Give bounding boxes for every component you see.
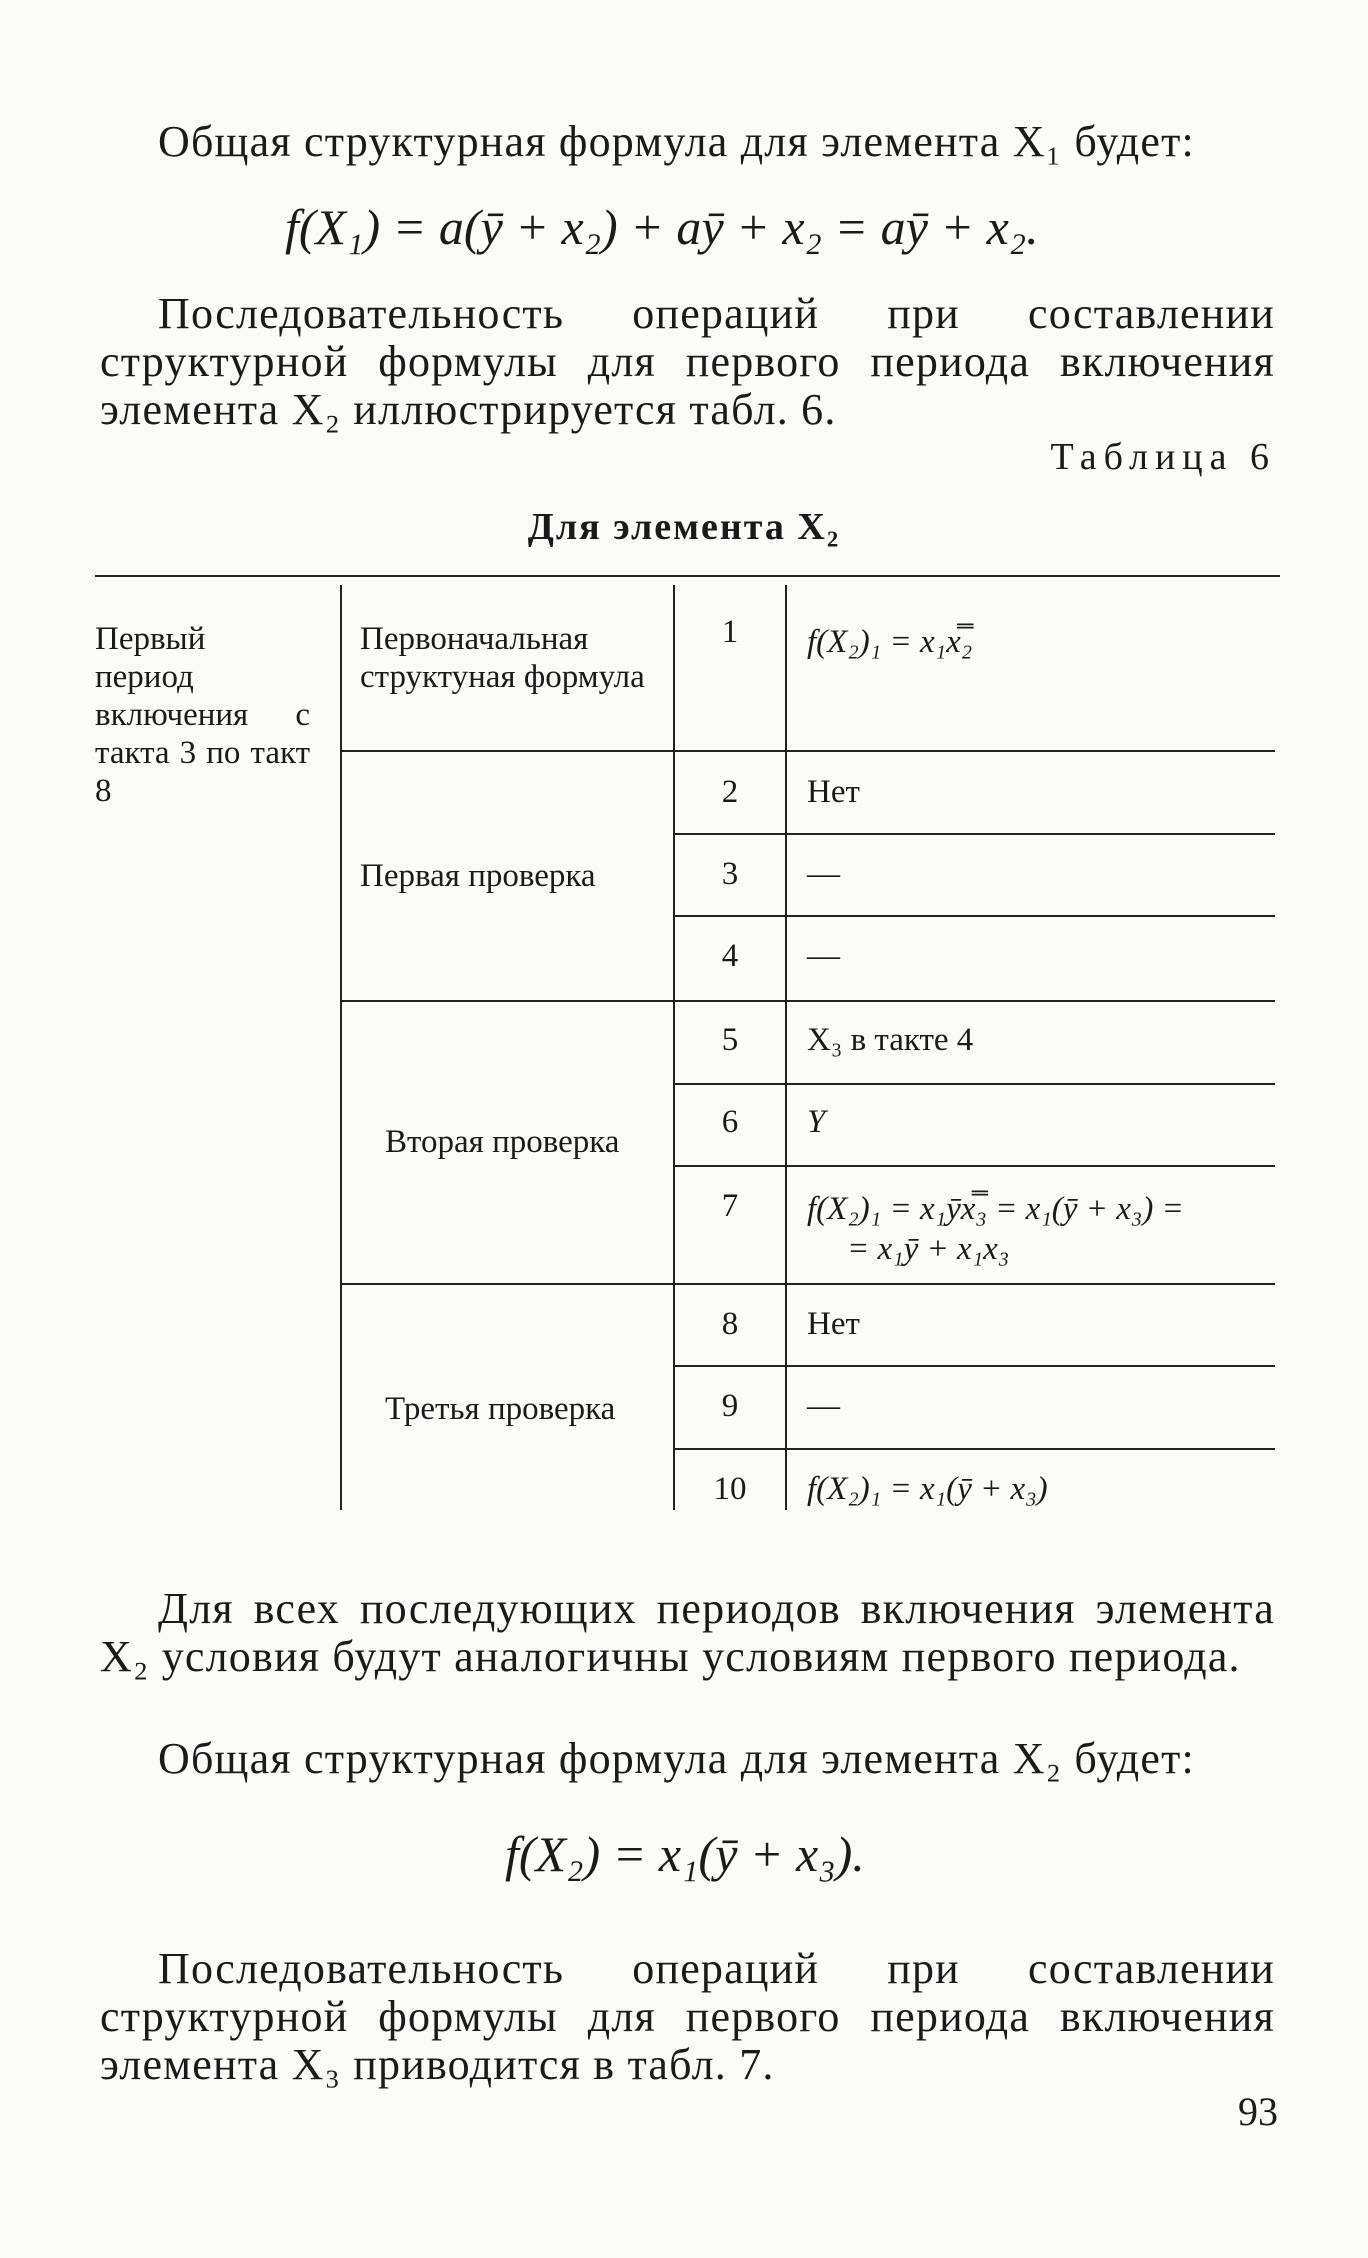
stage-first-check: Первая проверка	[360, 858, 596, 894]
period-cell: Первый период включения с такта 3 по такт 8	[95, 621, 310, 809]
stage-third-check: Третья проверка	[385, 1391, 616, 1427]
row-number: 6	[721, 1104, 739, 1140]
row-result: f(X₂)₁ = x₁x̿₂	[807, 624, 973, 660]
row-number: 4	[721, 938, 739, 974]
row-result-continued: = x₁ȳ + x₁x₃	[847, 1231, 1010, 1267]
row-result: —	[807, 856, 840, 892]
formula-x1: f(X₁) = a(ȳ + x₂) + aȳ + x₂ = aȳ + x₂.	[285, 199, 1039, 255]
row-number: 1	[721, 614, 739, 650]
row-number: 2	[721, 774, 739, 810]
page-number: 93	[1238, 2089, 1278, 2134]
paragraph-4: Последовательность операций при составлении структурной формулы для первого периода включения элемента X₃ приводится в табл. 7.	[100, 1944, 1275, 2089]
table-label: Таблица 6	[1050, 436, 1276, 478]
row-number: 5	[721, 1022, 739, 1058]
row-number: 3	[721, 856, 739, 892]
row-result: f(X₂)₁ = x₁(ȳ + x₃)	[807, 1471, 1048, 1507]
row-result: —	[807, 1388, 840, 1424]
paragraph-2: Для всех последующих периодов включения элемента X₂ условия будут аналогичны условиям первого периода.	[100, 1584, 1275, 1681]
row-number: 10	[713, 1471, 747, 1507]
row-result: —	[807, 938, 840, 974]
intro-line: Общая структурная формула для элемента X₁ будет:	[158, 117, 1195, 166]
formula-x2: f(X₂) = x₁(ȳ + x₃).	[505, 1826, 865, 1882]
row-result: Y	[807, 1104, 826, 1140]
stage-initial: Первоначальная структуная формула	[360, 621, 645, 695]
row-result: f(X₂)₁ = x₁ȳx̿₃ = x₁(ȳ + x₃) =	[807, 1191, 1184, 1227]
operations-table	[95, 575, 1280, 1510]
row-number: 7	[721, 1188, 739, 1224]
stage-second-check: Вторая проверка	[385, 1124, 620, 1160]
paragraph-3: Общая структурная формула для элемента X₂ будет:	[158, 1734, 1195, 1783]
row-number: 8	[721, 1306, 739, 1342]
row-result: Нет	[807, 774, 860, 810]
row-result: Нет	[807, 1306, 860, 1342]
table-caption: Для элемента X₂	[527, 506, 841, 548]
row-result: X₃ в такте 4	[807, 1022, 974, 1058]
paragraph-1: Последовательность операций при составлении структурной формулы для первого периода включения элемента X₂ иллюстрируется табл. 6.	[100, 289, 1275, 434]
row-number: 9	[721, 1388, 739, 1424]
